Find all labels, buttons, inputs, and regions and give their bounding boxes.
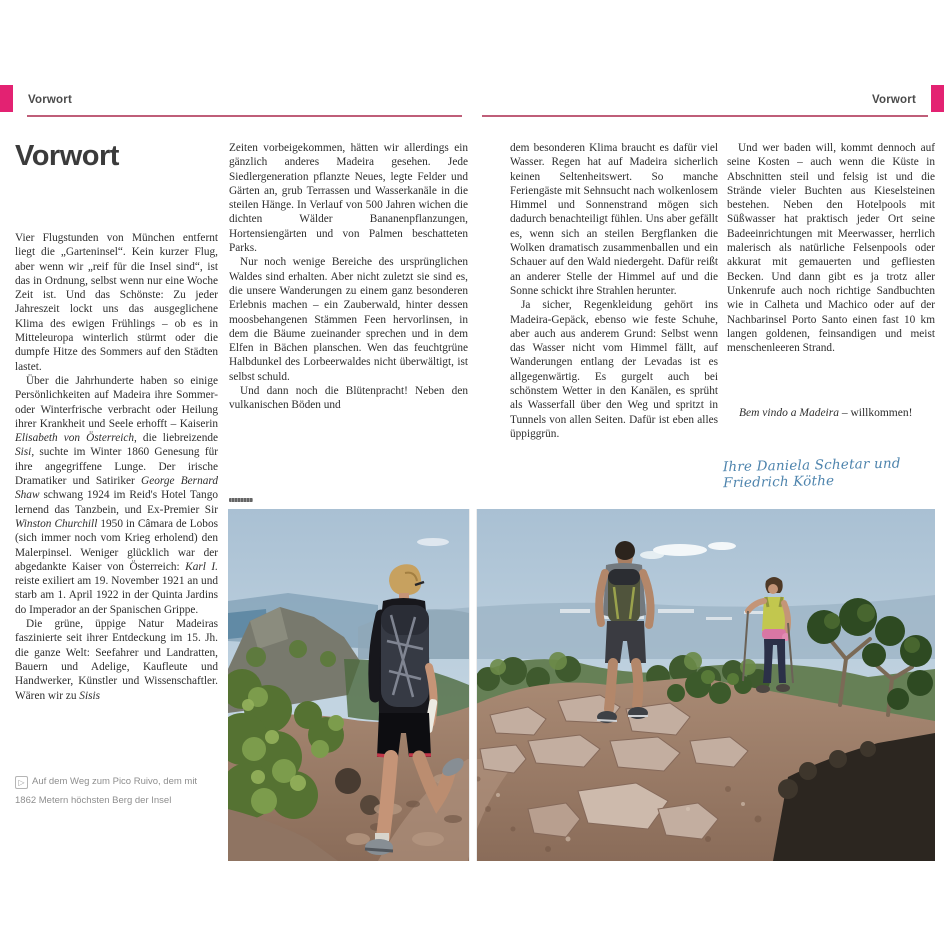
paragraph: Die grüne, üppige Natur Madeiras faszinierte seit ihrer Entdeckung im 15. Jh. die ganze Welt: Seefahrer und Landratten, Bauern und Adelige, Kaufleute und Handwerker, Künstler und Wissenschaftler. Wären wir zu Sisis — [15, 618, 218, 702]
right-page-column-2 — [727, 141, 935, 355]
right-page-column-1 — [510, 141, 718, 441]
paragraph: Über die Jahrhunderte haben so einige Persönlichkeiten auf Madeira ihre Sommer- oder Winterfrische verbracht oder Heilung ihrer Krankheit und Seele erhofft – Kaiserin Elisabeth von Österreich, die liebreizende Sisi, suchte im Winter 1860 Genesung für ihre angegriffene Lunge. Der irische Dramatiker und Satiriker George Bernard Shaw schwang 1924 im Reid's Hotel Tango lernend das Tanzbein, und Ex-Premier Sir Winston Churchill 1950 in Câmara de Lobos (sich immer noch vom Krieg erholend) den Malerpinsel. Weniger glücklich war der abgedankte Kaiser von Österreich: Karl I. reiste exiliert am 19. November 1921 an und starb am 1. April 1922 in der Quinta Jardins do Imperador an der Spanischen Grippe. — [15, 374, 218, 616]
page-edge-tab-right — [931, 85, 944, 112]
photo-credit-mark — [229, 498, 253, 502]
running-header-left: Vorwort — [28, 94, 72, 106]
left-page-column-2 — [229, 141, 468, 413]
paragraph: Und dann noch die Blütenpracht! Neben den vulkanischen Böden und — [229, 385, 468, 412]
paragraph: Zeiten vorbeigekommen, hätten wir allerdings ein gänzlich anderes Madeira gesehen. Jede Siedlergeneration pflanzte Neues, legte Felder und Gärten an, grub Terrassen und Wasserkanäle in die steilen Hänge. In Verlauf von 500 Jahren wichen die dichten Wälder Bananenpflanzungen, Hortensiengärten und von Palmen beschatteten Parks. — [229, 142, 468, 255]
running-header-right: Vorwort — [872, 94, 916, 106]
paragraph: Vier Flugstunden von München entfernt liegt die „Garteninsel“. Kein kurzer Flug, aber wenn wir „reif für die Insel sind“, ist das in Ordnung, selbst wenn nur eine Woche Zeit ist. Und das Schönste: Zu jeder Jahreszeit lockt uns das ausgeglichene Klima des ewigen Frühlings – ob es in Mitteleuropa winterlich stürmt oder die dumpfe Hitze des Sommers auf den Städten lastet. — [15, 232, 218, 373]
paragraph: dem besonderen Klima braucht es dafür viel Wasser. Regen hat auf Madeira sicherlich keinen Seltenheitswert. So manche Feriengäste mit Sehnsucht nach wolkenlosem Himmel und Sonnenstrand mögen sich dadurch benachteiligt fühlen. Uns aber gefällt es, wenn sich an steilen Bergflanken die Wolken dramatisch zusammenballen und ein Schauer auf den Wald niedergeht. Dafür reißt an anderer Stelle der Himmel auf und die Sonne schickt ihre Strahlen herunter. — [510, 142, 718, 297]
photo-caption — [15, 772, 207, 810]
paragraph: Ja sicher, Regenkleidung gehört ins Madeira-Gepäck, ebenso wie feste Schuhe, aber auch aus anderem Grund: Selbst wenn das Wasser nicht vom Himmel fällt, auf Wanderungen entlang der Levadas ist es allgegenwärtig. Es gurgelt auch bei schönstem Wetter in den Kanälen, es sprüht als Wasserfall über den Weg und spritzt in Tunnels von allen Seiten. Dafür ist eben alles üppiggrün. — [510, 299, 718, 440]
page-edge-tab-left — [0, 85, 13, 112]
trail-photo — [228, 509, 935, 861]
header-rule-left — [27, 115, 462, 117]
paragraph: Nur noch wenige Bereiche des ursprünglichen Waldes sind erhalten. Aber nicht zuletzt sie sind es, die unsere Wanderungen zu einem ganz besonderen Erlebnis machen – ein Zauberwald, hinter dessen moosbehangenen Stämmen Feen hervorlinsen, in dem die Bäume zueinander sprechen und in dem Elfen in Bächen planschen. Wen das feuchtgrüne Halbdunkel des Lorbeerwaldes nicht überwältigt, ist selbst schuld. — [229, 256, 468, 383]
welcome-line: Bem vindo a Madeira – willkommen! — [739, 407, 913, 419]
trail-photo-illustration — [228, 509, 935, 861]
header-rule-right — [482, 115, 928, 117]
photo-caption-text: Auf dem Weg zum Pico Ruivo, dem mit 1862 Metern höchsten Berg der Insel — [15, 776, 198, 806]
left-page-column-1 — [15, 231, 218, 703]
page-gutter — [469, 509, 477, 861]
photo-reference-icon: ▷ — [15, 776, 28, 789]
author-signature: Ihre Daniela Schetar und Friedrich Köthe — [722, 455, 901, 492]
paragraph: Und wer baden will, kommt dennoch auf seine Kosten – auch wenn die Küste in Abschnitten steil und felsig ist und die Strände vieler Buchten aus Kieselsteinen bestehen. Neben den Hotelpools mit Süßwasser hat praktisch jeder Ort seine Badeeinrichtungen mit Meerwasser, herrlich malerisch als natürliche Felsenpools oder akkurat mit gemauerten und gefliesten Becken. Und dann gibt es ja trotz aller Unkenrufe auch noch richtige Sandbuchten wie in Calheta und Machico oder auf der Nachbarinsel Porto Santo einen fast 10 km langen goldenen, feinsandigen und meist menschenleeren Strand. — [727, 142, 935, 355]
chapter-title: Vorwort — [15, 140, 119, 172]
